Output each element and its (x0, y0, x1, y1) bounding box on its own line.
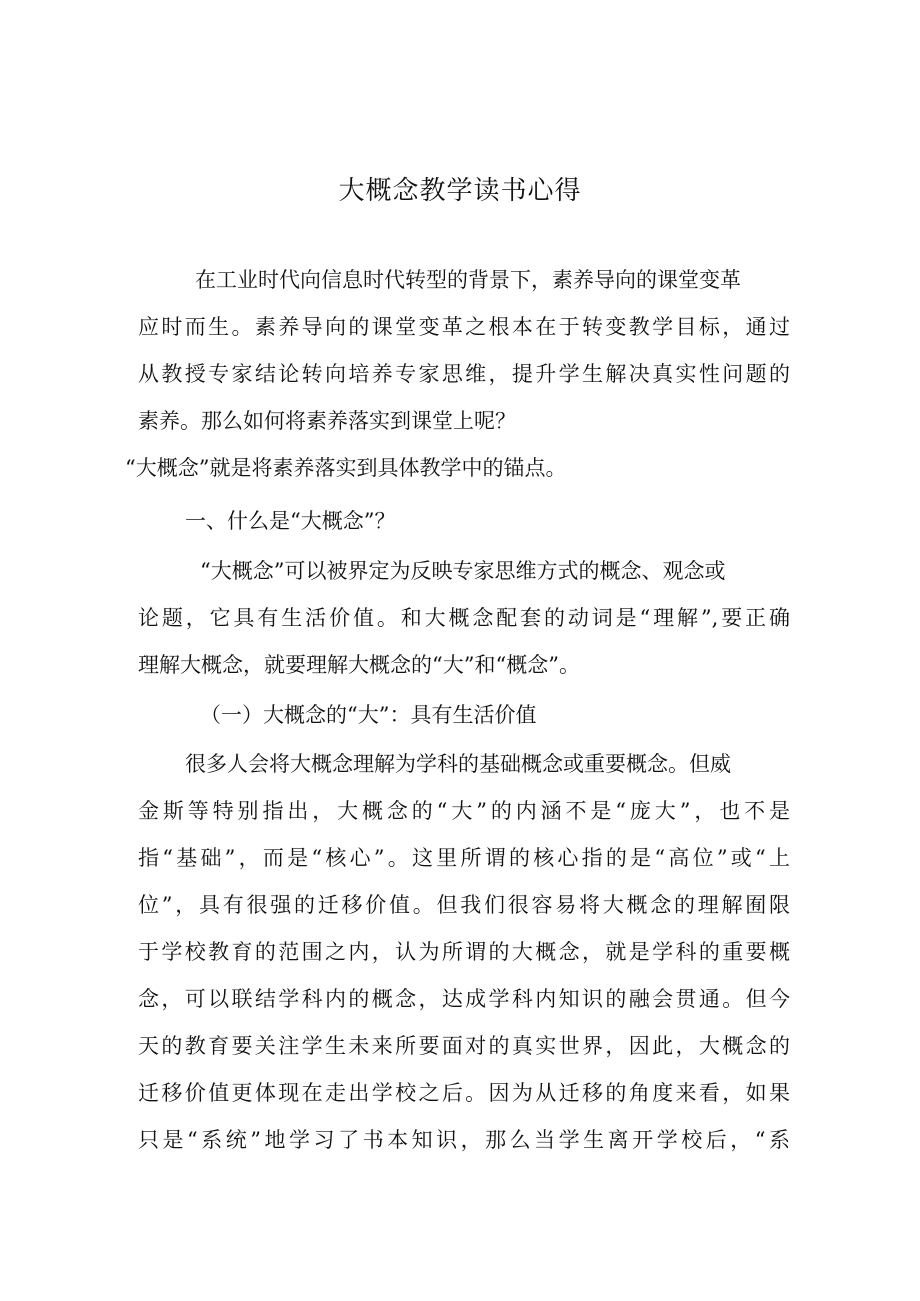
document-title: 大概念教学读书心得 (338, 176, 582, 206)
paragraph-line-11: 指“基础”，而是“核心”。这里所谓的核心指的是“高位”或“上 (138, 846, 790, 870)
paragraph-line-8: 理解大概念，就要理解大概念的“大”和“概念”。 (138, 653, 580, 677)
paragraph-line-10: 金斯等特别指出，大概念的“大”的内涵不是“庞大”，也不是 (138, 799, 790, 823)
paragraph-line-4: 素养。那么如何将素养落实到课堂上呢？ (138, 409, 516, 433)
subsection-heading-1: （一）大概念的“大”：具有生活价值 (200, 703, 537, 727)
paragraph-line-13: 于学校教育的范围之内，认为所谓的大概念，就是学科的重要概 (138, 940, 790, 964)
paragraph-line-1: 在工业时代向信息时代转型的背景下，素养导向的课堂变革 (195, 268, 741, 292)
paragraph-line-17: 只是“系统”地学习了书本知识，那么当学生离开学校后，“系 (138, 1128, 790, 1152)
paragraph-line-12: 位”，具有很强的迁移价值。但我们很容易将大概念的理解囿限 (138, 893, 790, 917)
paragraph-line-3: 从教授专家结论转向培养专家思维，提升学生解决真实性问题的 (138, 362, 790, 386)
paragraph-line-2: 应时而生。素养导向的课堂变革之根本在于转变教学目标，通过 (138, 315, 790, 339)
paragraph-line-7: 论题，它具有生活价值。和大概念配套的动词是“理解”,要正确 (138, 606, 790, 630)
section-heading-1: 一、什么是“大概念”？ (185, 509, 396, 533)
paragraph-line-6: “大概念”可以被界定为反映专家思维方式的概念、观念或 (200, 559, 726, 583)
paragraph-line-5: “大概念”就是将素养落实到具体教学中的锚点。 (125, 456, 567, 480)
paragraph-line-9: 很多人会将大概念理解为学科的基础概念或重要概念。但威 (185, 752, 731, 776)
paragraph-line-16: 迁移价值更体现在走出学校之后。因为从迁移的角度来看，如果 (138, 1081, 790, 1105)
paragraph-line-15: 天的教育要关注学生未来所要面对的真实世界，因此，大概念的 (138, 1034, 790, 1058)
paragraph-line-14: 念，可以联结学科内的概念，达成学科内知识的融会贯通。但今 (138, 987, 790, 1011)
